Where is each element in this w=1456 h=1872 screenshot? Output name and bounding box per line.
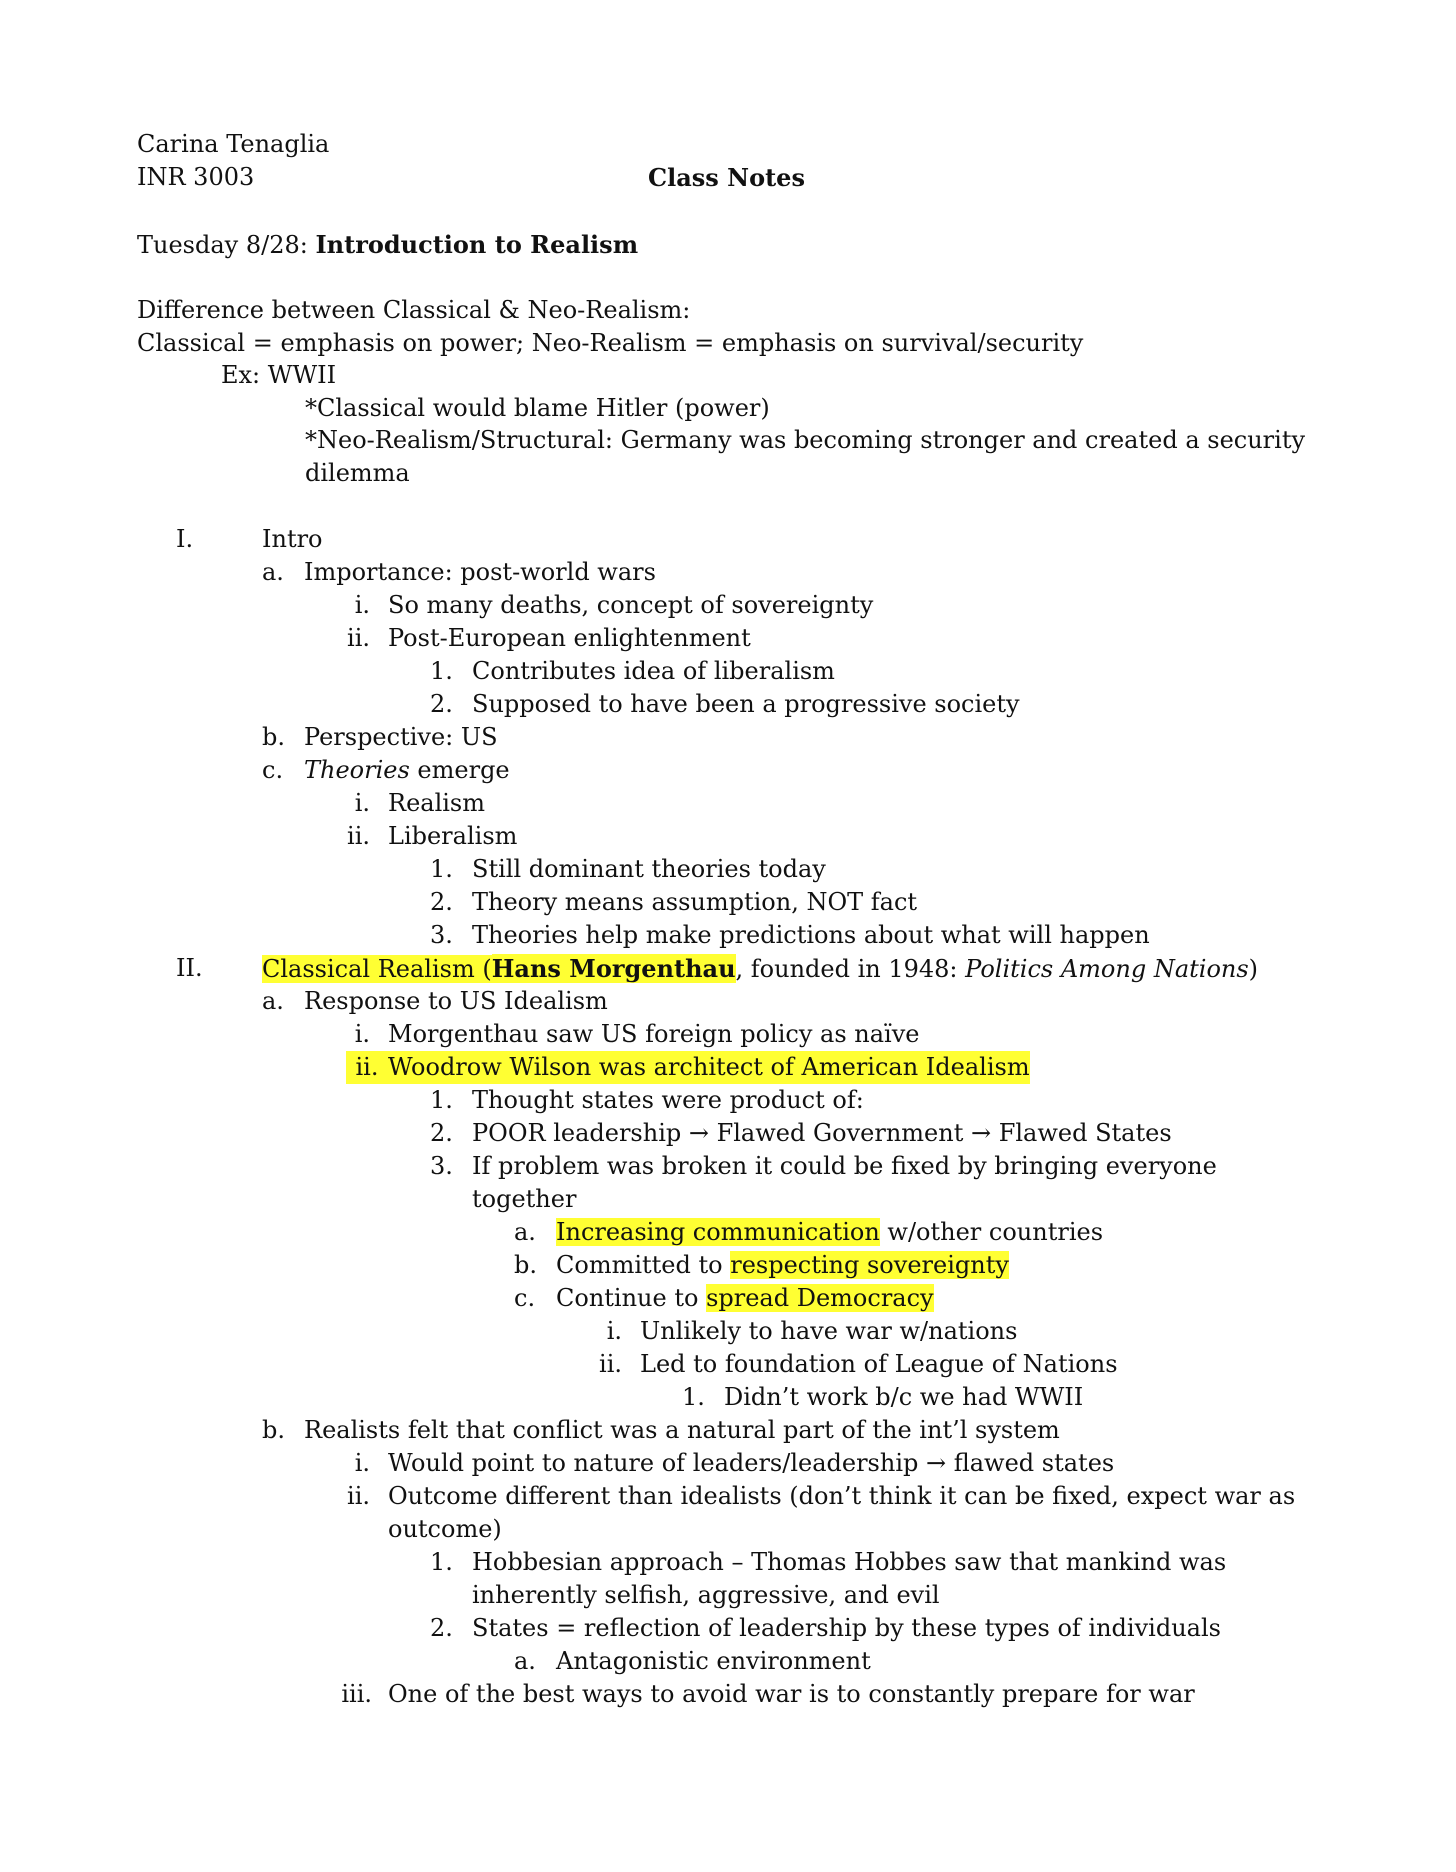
- outline-marker: a.: [262, 558, 284, 586]
- outline-marker: b.: [262, 1416, 285, 1444]
- outline-item-2a-ii-3: [0, 1150, 1456, 1183]
- outline-marker: b.: [514, 1251, 537, 1279]
- outline-marker: 2.: [430, 1119, 453, 1147]
- outline-marker: 1.: [430, 1086, 453, 1114]
- outline-marker: 1.: [430, 657, 453, 685]
- outline-text: Realism: [388, 789, 486, 817]
- difference-heading: Difference between Classical & Neo-Realism:: [137, 296, 691, 324]
- outline-text-continued: together: [472, 1185, 577, 1213]
- outline-item-2a-ii-3b: [0, 1249, 1456, 1282]
- outline-text: Still dominant theories today: [472, 855, 826, 883]
- classical-note: *Classical would blame Hitler (power): [305, 394, 770, 422]
- outline-marker: c.: [514, 1284, 536, 1312]
- outline-item-2a-ii-3c-ii: [0, 1348, 1456, 1381]
- outline-marker: i.: [354, 1020, 370, 1048]
- outline-item-2a-ii-3c-ii-1: [0, 1381, 1456, 1414]
- outline-text: [304, 754, 510, 787]
- highlighted-text: Classical Realism (: [262, 955, 492, 983]
- outline-item-2b-ii-2a: [0, 1645, 1456, 1678]
- outline-text: Didn’t work b/c we had WWII: [724, 1383, 1084, 1411]
- outline-text-rest: w/other countries: [879, 1218, 1104, 1246]
- outline-text: POOR leadership → Flawed Government → Flawed States: [472, 1119, 1172, 1147]
- outline-item-2a-ii: [0, 1051, 1456, 1084]
- outline-text-rest: emerge: [409, 756, 510, 784]
- highlighted-text: spread Democracy: [706, 1284, 934, 1312]
- outline-text: Led to foundation of League of Nations: [640, 1350, 1118, 1378]
- outline-text: One of the best ways to avoid war is to constantly prepare for war: [388, 1680, 1195, 1708]
- outline-text: States = reflection of leadership by these types of individuals: [472, 1614, 1221, 1642]
- outline-text: [556, 1216, 1103, 1249]
- outline-marker: 3.: [430, 921, 453, 949]
- outline-item-1c-ii: [0, 820, 1456, 853]
- lecture-topic: Introduction to Realism: [315, 230, 639, 259]
- outline-text: Response to US Idealism: [304, 987, 608, 1015]
- outline-marker: a.: [514, 1218, 536, 1246]
- outline-item-1c-ii-1: [0, 853, 1456, 886]
- outline-item-1b: [0, 721, 1456, 754]
- outline-item-1a-ii: [0, 622, 1456, 655]
- outline-item-2a-i: [0, 1018, 1456, 1051]
- outline-text-continued: inherently selfish, aggressive, and evil: [472, 1581, 940, 1609]
- outline-text: Post-European enlightenment: [388, 624, 751, 652]
- outline-marker: 2.: [430, 690, 453, 718]
- outline-marker: ii.: [599, 1350, 622, 1378]
- outline-text: [556, 1249, 1009, 1282]
- outline-marker: iii.: [341, 1680, 372, 1708]
- outline-item-2a-ii-2: [0, 1117, 1456, 1150]
- outline-marker: i.: [606, 1317, 622, 1345]
- outline-text: Liberalism: [388, 822, 518, 850]
- outline-text: Theory means assumption, NOT fact: [472, 888, 918, 916]
- outline-item-1a-ii-1: [0, 655, 1456, 688]
- outline-text-pre: Committed to: [556, 1251, 731, 1279]
- course-code: INR 3003: [137, 163, 255, 191]
- highlighted-text: respecting sovereignty: [730, 1251, 1009, 1279]
- outline-item-2: [0, 952, 1456, 985]
- outline-text: [556, 1282, 934, 1315]
- outline-text-pre: Continue to: [556, 1284, 707, 1312]
- outline-marker: a.: [514, 1647, 536, 1675]
- outline-marker: 1.: [682, 1383, 705, 1411]
- outline-item-1a-ii-2: [0, 688, 1456, 721]
- outline-marker: 2.: [430, 1614, 453, 1642]
- outline-text: Hobbesian approach – Thomas Hobbes saw that mankind was: [472, 1548, 1227, 1576]
- outline-marker: 1.: [430, 1548, 453, 1576]
- outline-text: Woodrow Wilson was architect of American Idealism: [388, 1051, 1030, 1084]
- outline-text: Outcome different than idealists (don’t think it can be fixed, expect war as: [388, 1482, 1296, 1510]
- outline-text: Contributes idea of liberalism: [472, 657, 835, 685]
- author-name: Carina Tenaglia: [137, 130, 330, 158]
- outline-marker: b.: [262, 723, 285, 751]
- outline-item-1c-ii-3: [0, 919, 1456, 952]
- outline-item-2b-ii: [0, 1480, 1456, 1513]
- outline-text: Thought states were product of:: [472, 1086, 864, 1114]
- outline-marker: 2.: [430, 888, 453, 916]
- outline-marker: i.: [354, 1449, 370, 1477]
- date-line: [137, 228, 638, 261]
- outline-item-2a-ii-3a: [0, 1216, 1456, 1249]
- outline-item-2a-ii-3c: [0, 1282, 1456, 1315]
- outline-item-2b-iii: [0, 1678, 1456, 1711]
- outline-text: Realists felt that conflict was a natural part of the int’l system: [304, 1416, 1060, 1444]
- outline-text: Unlikely to have war w/nations: [640, 1317, 1018, 1345]
- outline-marker: I.: [176, 525, 194, 553]
- difference-summary: Classical = emphasis on power; Neo-Realism = emphasis on survival/security: [137, 329, 1084, 357]
- outline-marker: i.: [354, 591, 370, 619]
- date-label: Tuesday 8/28:: [137, 231, 316, 259]
- outline-text-rest: , founded in 1948:: [735, 955, 966, 983]
- outline-item-2a-ii-3c-i: [0, 1315, 1456, 1348]
- outline-text: [262, 952, 1258, 986]
- highlighted-bold-name: Hans Morgenthau: [491, 954, 736, 983]
- book-title: Politics Among Nations: [965, 955, 1249, 983]
- outline-text: If problem was broken it could be fixed by bringing everyone: [472, 1152, 1217, 1180]
- highlighted-text: Increasing communication: [556, 1218, 880, 1246]
- outline-marker: i.: [354, 789, 370, 817]
- outline-item-1c-ii-2: [0, 886, 1456, 919]
- outline-item-2b: [0, 1414, 1456, 1447]
- outline-text: So many deaths, concept of sovereignty: [388, 591, 874, 619]
- outline-marker: 3.: [430, 1152, 453, 1180]
- outline-item-2a: [0, 985, 1456, 1018]
- outline-marker: c.: [262, 756, 284, 784]
- outline-text: Would point to nature of leaders/leadership → flawed states: [388, 1449, 1115, 1477]
- outline-marker: ii.: [347, 624, 370, 652]
- outline-text: Morgenthau saw US foreign policy as naïve: [388, 1020, 920, 1048]
- outline-marker: ii.: [347, 1482, 370, 1510]
- outline-item-1a-i: [0, 589, 1456, 622]
- italic-word: Theories: [304, 756, 410, 784]
- outline-marker: ii.: [346, 1051, 388, 1084]
- neo-realism-note: *Neo-Realism/Structural: Germany was becoming stronger and created a security: [305, 426, 1306, 454]
- outline-marker: II.: [176, 954, 203, 982]
- outline-item-2b-ii-1: [0, 1546, 1456, 1579]
- outline-marker: ii.: [347, 822, 370, 850]
- outline-text: Intro: [262, 525, 323, 553]
- example-line: Ex: WWII: [221, 361, 337, 389]
- outline-text: Theories help make predictions about what will happen: [472, 921, 1150, 949]
- outline-item-1c-i: [0, 787, 1456, 820]
- outline-item-2a-ii-1: [0, 1084, 1456, 1117]
- outline-text: Antagonistic environment: [556, 1647, 871, 1675]
- outline-marker: 1.: [430, 855, 453, 883]
- outline-item-1c: [0, 754, 1456, 787]
- outline-item-1: [0, 523, 1456, 556]
- neo-realism-note-continued: dilemma: [305, 459, 410, 487]
- outline-text: Importance: post-world wars: [304, 558, 656, 586]
- outline-item-2b-i: [0, 1447, 1456, 1480]
- outline-text-continued: outcome): [388, 1515, 502, 1543]
- outline-item-1a: [0, 556, 1456, 589]
- outline-marker: a.: [262, 987, 284, 1015]
- document-title: Class Notes: [648, 163, 805, 192]
- outline-text: Supposed to have been a progressive society: [472, 690, 1020, 718]
- closing-paren: ): [1248, 955, 1259, 983]
- outline-text: Perspective: US: [304, 723, 498, 751]
- outline-item-2b-ii-2: [0, 1612, 1456, 1645]
